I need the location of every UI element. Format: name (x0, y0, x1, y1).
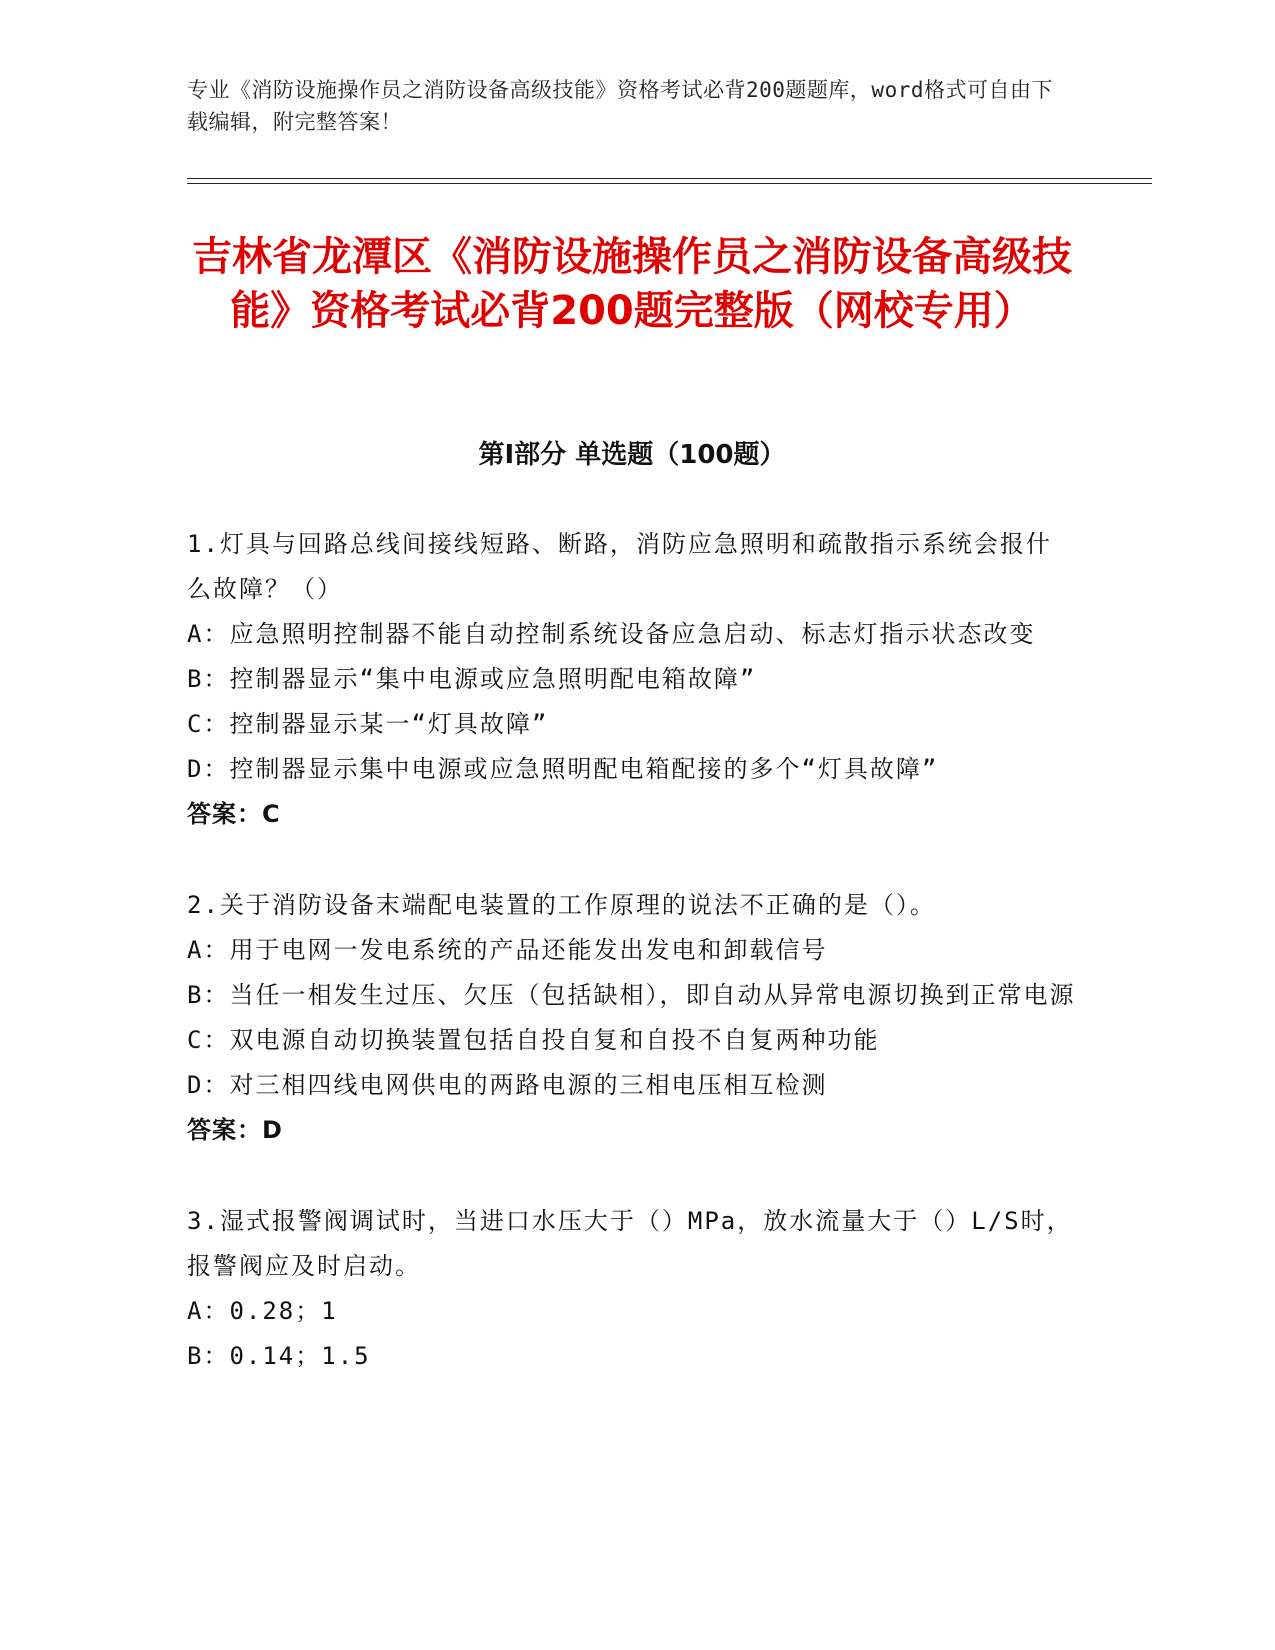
section-title: 第Ⅰ部分 单选题（100题） (478, 440, 786, 470)
header-divider-bottom (187, 183, 1152, 184)
option-b: B：当任一相发生过压、欠压（包括缺相），即自动从异常电源切换到正常电源 (187, 981, 1076, 1009)
answer: 答案：D (187, 1116, 283, 1144)
question-1 (187, 522, 1077, 837)
header-note: 专业《消防设施操作员之消防设备高级技能》资格考试必背200题题库，word格式可自由下载编辑，附完整答案！ (187, 78, 1053, 134)
option-a: A：用于电网一发电系统的产品还能发出发电和卸载信号 (187, 936, 828, 964)
option-b: B：控制器显示“集中电源或应急照明配电箱故障” (187, 665, 757, 693)
option-c: C：控制器显示某一“灯具故障” (187, 710, 549, 738)
option-d: D：对三相四线电网供电的两路电源的三相电压相互检测 (187, 1071, 828, 1099)
document-title: 吉林省龙潭区《消防设施操作员之消防设备高级技能》资格考试必背200题完整版（网校专用） (192, 234, 1072, 334)
option-d: D：控制器显示集中电源或应急照明配电箱配接的多个“灯具故障” (187, 755, 939, 783)
option-a: A：0.28；1 (187, 1297, 338, 1325)
question-list (187, 522, 1077, 1425)
answer: 答案：C (187, 800, 281, 828)
question-2 (187, 883, 1077, 1153)
question-3 (187, 1199, 1077, 1379)
option-a: A：应急照明控制器不能自动控制系统设备应急启动、标志灯指示状态改变 (187, 620, 1036, 648)
question-stem: 2.关于消防设备末端配电装置的工作原理的说法不正确的是（）。 (187, 891, 936, 919)
question-stem: 1.灯具与回路总线间接线短路、断路，消防应急照明和疏散指示系统会报什么故障？（） (187, 530, 1052, 603)
question-stem: 3.湿式报警阀调试时，当进口水压大于（）MPa，放水流量大于（）L/S时，报警阀应及时启动。 (187, 1207, 1073, 1280)
header-divider-top (187, 178, 1152, 179)
option-c: C：双电源自动切换装置包括自投自复和自投不自复两种功能 (187, 1026, 880, 1054)
option-b: B：0.14；1.5 (187, 1342, 371, 1370)
